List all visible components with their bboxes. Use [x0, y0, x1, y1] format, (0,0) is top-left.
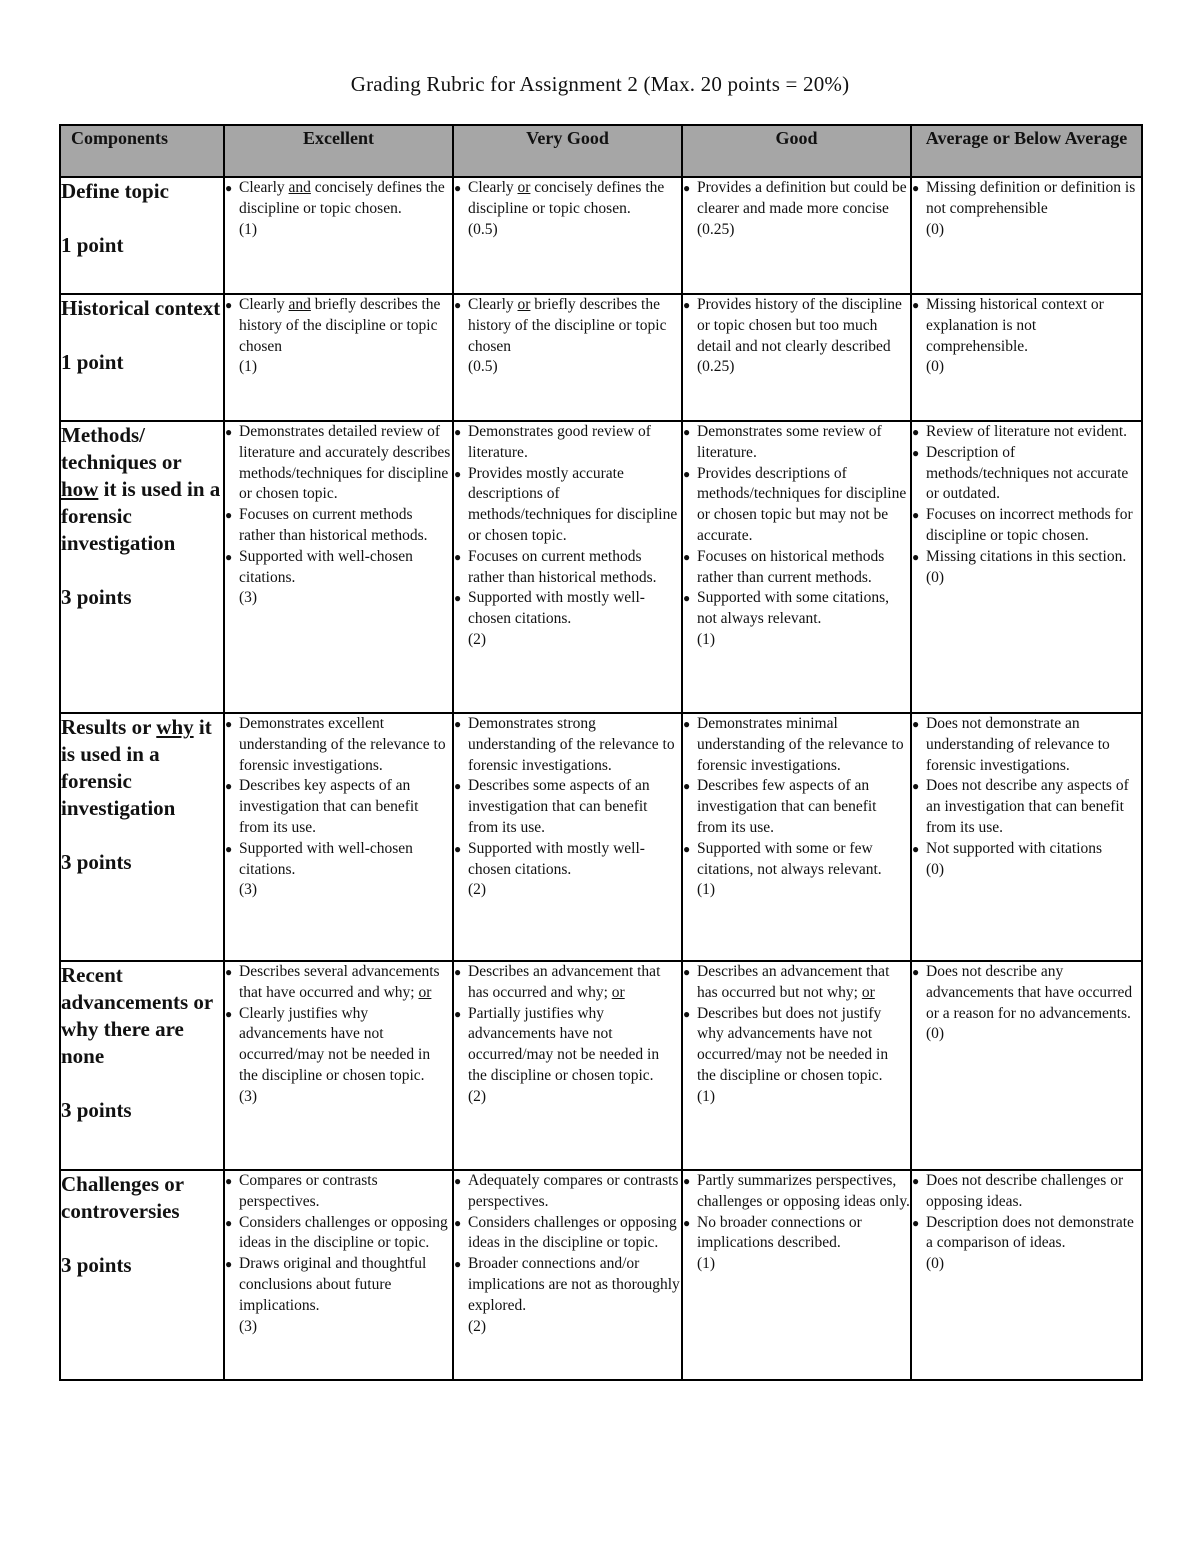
score-value: (0.5): [468, 358, 498, 376]
bullet-icon: ●: [454, 1257, 462, 1272]
criteria-text: Focuses on incorrect methods for discipline or topic chosen.: [926, 506, 1133, 544]
emphasis-text: or: [517, 296, 531, 313]
component-cell: [60, 713, 224, 961]
component-points: 1 point: [61, 233, 124, 257]
component-cell: [60, 961, 224, 1170]
component-name: Methods/ techniques or how it is used in a forensic investigation: [61, 423, 221, 555]
criteria-list: [683, 295, 910, 357]
criteria-item: [683, 422, 910, 464]
criteria-item: [454, 178, 681, 220]
criteria-text: Provides history of the discipline or topic chosen but too much detail and not clearly described: [697, 296, 902, 355]
bullet-icon: ●: [912, 1215, 920, 1230]
criteria-item: [454, 588, 681, 630]
bullet-icon: ●: [454, 717, 462, 731]
score-value: (2): [468, 630, 487, 648]
criteria-cell: [911, 961, 1142, 1170]
score-value: (0): [926, 220, 945, 238]
criteria-cell: [453, 294, 682, 421]
criteria-text: Demonstrates good review of literature.: [468, 423, 651, 461]
score-value: (1): [697, 630, 716, 648]
component-points: 3 points: [61, 1253, 132, 1277]
criteria-text: Describes an advancement that has occurred and why; or: [468, 963, 661, 1001]
bullet-icon: ●: [912, 298, 920, 312]
criteria-item: [912, 839, 1141, 860]
emphasis-text: or: [418, 983, 432, 1001]
criteria-cell: [682, 961, 911, 1170]
criteria-item: [225, 295, 452, 357]
score-value: (2): [468, 881, 487, 899]
criteria-text: Clearly or concisely defines the discipline or topic chosen.: [468, 179, 665, 217]
bullet-icon: ●: [225, 965, 233, 979]
component-points: 3 points: [61, 585, 132, 609]
criteria-cell: [453, 713, 682, 961]
bullet-icon: ●: [225, 549, 233, 564]
criteria-list: [225, 178, 452, 220]
bullet-icon: ●: [454, 1174, 462, 1188]
bullet-icon: ●: [225, 1257, 233, 1272]
criteria-item: [225, 178, 452, 220]
criteria-list: [225, 714, 452, 880]
criteria-item: [912, 962, 1141, 1024]
header-good: Good: [682, 125, 911, 177]
criteria-cell: [911, 421, 1142, 713]
emphasis-text: why: [156, 715, 194, 739]
score-value: (3): [239, 1087, 258, 1105]
bullet-icon: ●: [225, 717, 233, 731]
bullet-icon: ●: [912, 965, 920, 979]
bullet-icon: ●: [683, 591, 691, 606]
criteria-list: [683, 962, 910, 1087]
criteria-list: [912, 1171, 1141, 1254]
criteria-list: [454, 422, 681, 630]
criteria-cell: [911, 294, 1142, 421]
bullet-icon: ●: [683, 965, 691, 979]
criteria-text: Draws original and thoughtful conclusions about future implications.: [239, 1255, 427, 1314]
component-points: 1 point: [61, 350, 124, 374]
criteria-cell: [224, 294, 453, 421]
criteria-item: [912, 178, 1141, 220]
score-value: (3): [239, 881, 258, 899]
bullet-icon: ●: [912, 717, 920, 731]
criteria-item: [912, 1213, 1141, 1255]
criteria-item: [225, 839, 452, 881]
criteria-list: [225, 962, 452, 1087]
bullet-icon: ●: [912, 779, 920, 794]
criteria-item: [225, 962, 452, 1004]
bullet-icon: ●: [454, 779, 462, 794]
component-name: Challenges or controversies: [61, 1172, 184, 1223]
criteria-text: Describes several advancements that have occurred and why; or: [239, 963, 440, 1001]
criteria-item: [912, 505, 1141, 547]
criteria-item: [912, 422, 1141, 443]
criteria-cell: [224, 177, 453, 294]
criteria-cell: [911, 177, 1142, 294]
criteria-item: [912, 1171, 1141, 1213]
criteria-text: Describes an advancement that has occurred but not why; or: [697, 963, 890, 1001]
criteria-list: [454, 178, 681, 220]
score-value: (0): [926, 1025, 945, 1043]
score-value: (1): [697, 881, 716, 899]
criteria-text: Supported with some or few citations, not always relevant.: [697, 839, 882, 878]
criteria-text: Demonstrates minimal understanding of the relevance to forensic investigations.: [697, 715, 904, 774]
criteria-list: [454, 295, 681, 357]
header-very-good: Very Good: [453, 125, 682, 177]
bullet-icon: ●: [683, 717, 691, 731]
criteria-list: [454, 714, 681, 880]
criteria-text: Demonstrates excellent understanding of the relevance to forensic investigations.: [239, 715, 446, 774]
criteria-item: [912, 714, 1141, 776]
criteria-list: [454, 1171, 681, 1317]
criteria-item: [683, 1004, 910, 1087]
emphasis-text: or: [861, 983, 875, 1001]
criteria-item: [912, 547, 1141, 568]
component-points: 3 points: [61, 1098, 132, 1122]
criteria-cell: [224, 1170, 453, 1380]
bullet-icon: ●: [225, 298, 233, 312]
bullet-icon: ●: [683, 841, 691, 856]
criteria-text: Missing historical context or explanation is not comprehensible.: [926, 296, 1104, 355]
criteria-cell: [911, 1170, 1142, 1380]
score-value: (0): [926, 568, 945, 586]
criteria-text: Description does not demonstrate a comparison of ideas.: [926, 1213, 1134, 1252]
bullet-icon: ●: [683, 549, 691, 564]
criteria-list: [912, 962, 1141, 1024]
criteria-item: [683, 962, 910, 1004]
criteria-item: [454, 547, 681, 589]
header-row: [60, 125, 1142, 177]
criteria-text: Description of methods/techniques not accurate or outdated.: [926, 443, 1129, 503]
rubric-table: [59, 124, 1143, 1381]
rubric-row: [60, 294, 1142, 421]
criteria-cell: [682, 713, 911, 961]
criteria-text: Missing definition or definition is not comprehensible: [926, 179, 1136, 217]
bullet-icon: ●: [912, 508, 920, 523]
criteria-text: Partly summarizes perspectives, challenges or opposing ideas only.: [697, 1172, 910, 1210]
criteria-list: [454, 962, 681, 1087]
header-average-or-below: Average or Below Average: [911, 125, 1142, 177]
criteria-item: [225, 1171, 452, 1213]
criteria-text: Demonstrates detailed review of literature and accurately describes methods/techniques for discipline or chosen topic.: [239, 423, 451, 503]
component-cell: [60, 294, 224, 421]
criteria-item: [225, 422, 452, 505]
criteria-cell: [682, 294, 911, 421]
component-points: 3 points: [61, 850, 132, 874]
criteria-text: Missing citations in this section.: [926, 547, 1127, 565]
criteria-list: [225, 295, 452, 357]
bullet-icon: ●: [454, 466, 462, 481]
bullet-icon: ●: [225, 425, 233, 439]
criteria-item: [683, 1213, 910, 1255]
criteria-text: Considers challenges or opposing ideas in the discipline or topic.: [239, 1213, 448, 1252]
score-value: (1): [697, 1087, 716, 1105]
criteria-item: [912, 443, 1141, 505]
header-components: Components: [60, 125, 224, 177]
criteria-text: Clearly and concisely defines the discipline or topic chosen.: [239, 179, 445, 217]
criteria-text: Supported with some citations, not always relevant.: [697, 589, 890, 628]
criteria-text: Considers challenges or opposing ideas in the discipline or topic.: [468, 1213, 677, 1252]
criteria-cell: [453, 961, 682, 1170]
bullet-icon: ●: [225, 1174, 233, 1188]
bullet-icon: ●: [454, 1215, 462, 1230]
component-cell: [60, 177, 224, 294]
score-value: (0.5): [468, 220, 498, 238]
criteria-text: Review of literature not evident.: [926, 423, 1128, 440]
score-value: (3): [239, 589, 258, 607]
criteria-cell: [224, 961, 453, 1170]
bullet-icon: ●: [683, 779, 691, 794]
criteria-text: Broader connections and/or implications are not as thoroughly explored.: [468, 1255, 680, 1314]
criteria-item: [454, 714, 681, 776]
score-value: (2): [468, 1317, 487, 1335]
bullet-icon: ●: [454, 841, 462, 856]
criteria-item: [454, 295, 681, 357]
emphasis-text: or: [611, 983, 625, 1001]
criteria-text: Supported with mostly well-chosen citations.: [468, 589, 645, 628]
bullet-icon: ●: [225, 1006, 233, 1021]
criteria-item: [683, 178, 910, 220]
rubric-row: [60, 713, 1142, 961]
criteria-cell: [682, 1170, 911, 1380]
criteria-text: Not supported with citations: [926, 839, 1103, 857]
criteria-item: [683, 295, 910, 357]
bullet-icon: ●: [912, 425, 920, 439]
bullet-icon: ●: [225, 779, 233, 794]
bullet-icon: ●: [454, 181, 462, 195]
bullet-icon: ●: [454, 298, 462, 312]
rubric-row: [60, 961, 1142, 1170]
bullet-icon: ●: [912, 841, 920, 856]
page-title: Grading Rubric for Assignment 2 (Max. 20 points = 20%): [350, 72, 850, 96]
score-value: (3): [239, 1317, 258, 1335]
component-cell: [60, 421, 224, 713]
criteria-text: Does not describe any advancements that have occurred or a reason for no advancements.: [926, 963, 1133, 1022]
criteria-text: Provides mostly accurate descriptions of methods/techniques for discipline or chosen topic.: [468, 464, 678, 544]
criteria-item: [225, 1254, 452, 1316]
criteria-text: Clearly and briefly describes the history of the discipline or topic chosen: [239, 296, 441, 355]
criteria-cell: [453, 177, 682, 294]
criteria-text: Does not describe challenges or opposing ideas.: [926, 1172, 1124, 1210]
criteria-text: Supported with mostly well-chosen citations.: [468, 839, 645, 878]
bullet-icon: ●: [912, 445, 920, 460]
criteria-text: Describes key aspects of an investigation that can benefit from its use.: [239, 777, 419, 836]
criteria-cell: [453, 1170, 682, 1380]
bullet-icon: ●: [225, 508, 233, 523]
bullet-icon: ●: [225, 841, 233, 856]
score-value: (1): [239, 358, 258, 376]
criteria-item: [225, 547, 452, 589]
criteria-text: Clearly justifies why advancements have not occurred/may not be needed in the discipline or chosen topic.: [239, 1004, 431, 1084]
criteria-text: Supported with well-chosen citations.: [239, 839, 413, 878]
criteria-text: Supported with well-chosen citations.: [239, 547, 413, 586]
criteria-item: [683, 464, 910, 547]
criteria-cell: [911, 713, 1142, 961]
criteria-item: [454, 422, 681, 464]
criteria-text: Clearly or briefly describes the history of the discipline or topic chosen: [468, 296, 667, 355]
criteria-list: [912, 714, 1141, 860]
bullet-icon: ●: [454, 549, 462, 564]
criteria-list: [225, 422, 452, 588]
criteria-text: Focuses on historical methods rather than current methods.: [697, 547, 885, 586]
component-name: Define topic: [61, 179, 169, 203]
rubric-row: [60, 1170, 1142, 1380]
criteria-item: [225, 776, 452, 838]
criteria-item: [683, 776, 910, 838]
score-value: (0): [926, 1255, 945, 1273]
score-value: (0): [926, 358, 945, 376]
criteria-item: [225, 1213, 452, 1255]
criteria-list: [683, 1171, 910, 1254]
criteria-item: [225, 714, 452, 776]
bullet-icon: ●: [683, 466, 691, 481]
criteria-item: [454, 1254, 681, 1316]
criteria-list: [912, 295, 1141, 357]
component-name: Recent advancements or why there are none: [61, 963, 213, 1068]
bullet-icon: ●: [912, 549, 920, 564]
component-cell: [60, 1170, 224, 1380]
component-name: Results or why it is used in a forensic investigation: [61, 715, 212, 820]
score-value: (2): [468, 1087, 487, 1105]
criteria-text: No broader connections or implications described.: [697, 1213, 862, 1252]
criteria-item: [454, 1213, 681, 1255]
criteria-cell: [224, 421, 453, 713]
criteria-item: [454, 839, 681, 881]
criteria-item: [454, 1004, 681, 1087]
bullet-icon: ●: [683, 1215, 691, 1230]
criteria-cell: [682, 177, 911, 294]
criteria-item: [683, 714, 910, 776]
emphasis-text: and: [288, 296, 311, 313]
header-excellent: Excellent: [224, 125, 453, 177]
criteria-item: [454, 464, 681, 547]
criteria-text: Focuses on current methods rather than historical methods.: [468, 547, 657, 586]
emphasis-text: or: [517, 179, 531, 196]
criteria-text: Focuses on current methods rather than historical methods.: [239, 506, 428, 544]
criteria-text: Does not describe any aspects of an investigation that can benefit from its use.: [926, 777, 1129, 836]
criteria-item: [454, 776, 681, 838]
criteria-text: Provides a definition but could be clearer and made more concise: [697, 179, 907, 217]
bullet-icon: ●: [683, 425, 691, 439]
criteria-item: [912, 295, 1141, 357]
criteria-item: [454, 1171, 681, 1213]
criteria-item: [683, 588, 910, 630]
criteria-text: Describes few aspects of an investigation that can benefit from its use.: [697, 777, 877, 836]
criteria-text: Describes some aspects of an investigation that can benefit from its use.: [468, 777, 650, 836]
criteria-cell: [682, 421, 911, 713]
criteria-text: Demonstrates some review of literature.: [697, 423, 882, 461]
emphasis-text: and: [288, 179, 311, 196]
score-value: (0.25): [697, 220, 735, 238]
criteria-item: [454, 962, 681, 1004]
criteria-list: [912, 178, 1141, 220]
bullet-icon: ●: [454, 1006, 462, 1021]
criteria-text: Provides descriptions of methods/techniques for discipline or chosen topic but may not be accurate.: [697, 464, 907, 544]
criteria-item: [683, 547, 910, 589]
criteria-cell: [453, 421, 682, 713]
bullet-icon: ●: [454, 425, 462, 439]
rubric-row: [60, 421, 1142, 713]
bullet-icon: ●: [683, 1174, 691, 1188]
bullet-icon: ●: [683, 1006, 691, 1021]
component-name: Historical context: [61, 296, 221, 320]
bullet-icon: ●: [454, 965, 462, 979]
score-value: (1): [697, 1255, 716, 1273]
criteria-cell: [224, 713, 453, 961]
score-value: (0.25): [697, 358, 735, 376]
criteria-item: [912, 776, 1141, 838]
bullet-icon: ●: [225, 1215, 233, 1230]
criteria-text: Describes but does not justify why advancements have not occurred/may not be needed in the discipline or chosen topic.: [697, 1004, 889, 1084]
criteria-item: [683, 1171, 910, 1213]
score-value: (0): [926, 860, 945, 878]
bullet-icon: ●: [912, 1174, 920, 1188]
criteria-list: [225, 1171, 452, 1317]
rubric-row: [60, 177, 1142, 294]
criteria-text: Adequately compares or contrasts perspectives.: [468, 1172, 679, 1210]
criteria-list: [683, 422, 910, 630]
criteria-item: [225, 505, 452, 547]
bullet-icon: ●: [225, 181, 233, 195]
criteria-text: Compares or contrasts perspectives.: [239, 1172, 378, 1210]
criteria-text: Partially justifies why advancements have not occurred/may not be needed in the discipline or chosen topic.: [468, 1004, 660, 1084]
criteria-item: [225, 1004, 452, 1087]
bullet-icon: ●: [683, 181, 691, 195]
bullet-icon: ●: [912, 181, 920, 195]
emphasis-text: how: [61, 477, 99, 501]
criteria-list: [683, 714, 910, 880]
score-value: (1): [239, 220, 258, 238]
criteria-list: [912, 422, 1141, 568]
bullet-icon: ●: [454, 591, 462, 606]
criteria-text: Demonstrates strong understanding of the relevance to forensic investigations.: [468, 715, 675, 774]
criteria-text: Does not demonstrate an understanding of relevance to forensic investigations.: [926, 715, 1110, 774]
bullet-icon: ●: [683, 298, 691, 312]
criteria-item: [683, 839, 910, 881]
criteria-list: [683, 178, 910, 220]
